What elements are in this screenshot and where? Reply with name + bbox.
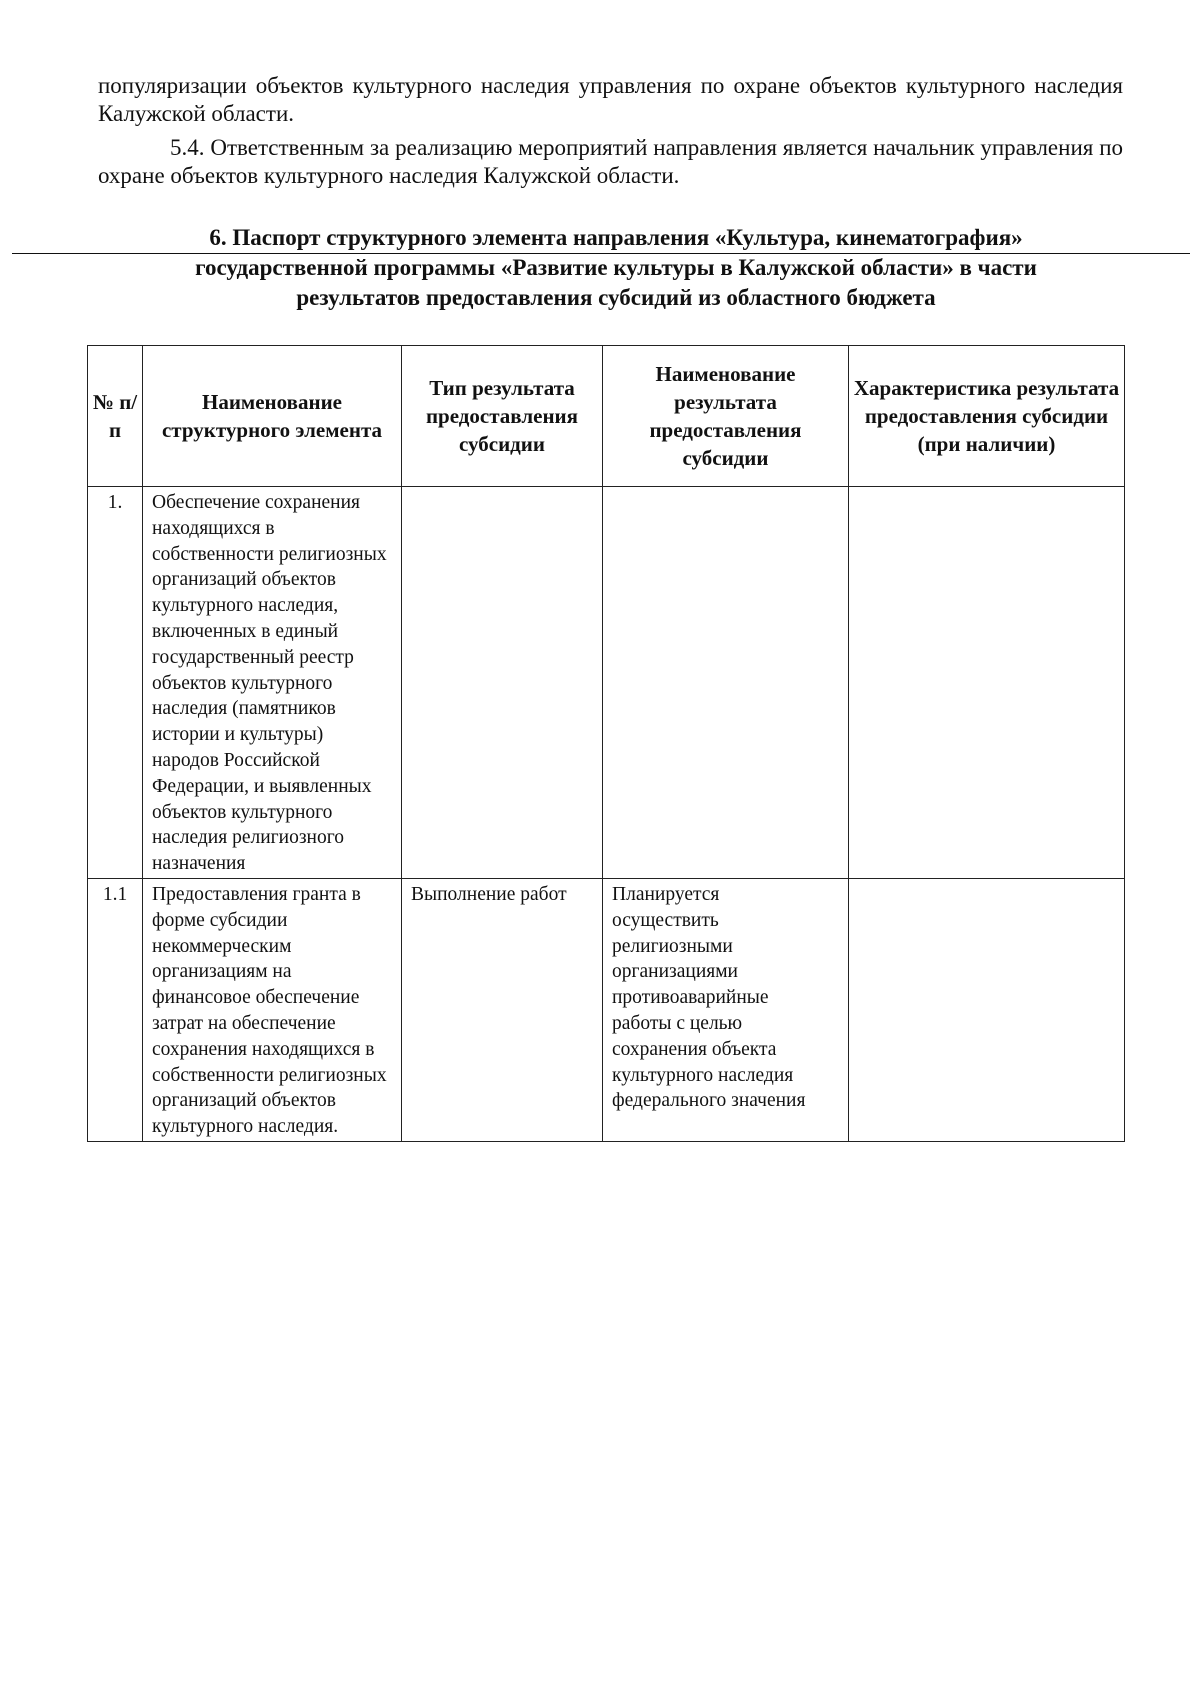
row-number: 1. <box>88 487 143 879</box>
header-result-name: Наименование результата предоставления субсидии <box>603 346 849 487</box>
section-title <box>86 223 1146 313</box>
row-element-name <box>143 487 402 879</box>
table-row <box>88 487 1125 879</box>
section-title-line-3: результатов предоставления субсидий из областного бюджета <box>296 285 936 310</box>
row-element-text: Обеспечение сохранения находящихся в собственности религиозных организаций объектов культурного наследия, включенных в единый государственный реестр объектов культурного наследия (памятников истории и культуры) народов Российской Федерации, и выявленных объектов культурного наследия религиозного назначения <box>152 492 387 875</box>
header-result-type: Тип результата предоставления субсидии <box>402 346 603 487</box>
row-result-type: Выполнение работ <box>402 878 603 1141</box>
paragraph-continuation: популяризации объектов культурного наследия управления по охране объектов культурного наследия Калужской области. <box>98 73 1123 126</box>
table-header-row <box>88 346 1125 487</box>
row-result-type <box>402 487 603 879</box>
row-result-text: Планируется осуществить религиозными организациями противоаварийные работы с целью сохранения объекта культурного наследия федерального значения <box>612 883 806 1112</box>
paragraph-responsible: 5.4. Ответственным за реализацию мероприятий направления является начальник управления по охране объектов культурного наследия Калужской области. <box>98 135 1123 188</box>
row-element-name <box>143 878 402 1141</box>
row-number: 1.1 <box>88 878 143 1141</box>
header-element-name: Наименование структурного элемента <box>143 346 402 487</box>
section-title-line-2: государственной программы «Развитие культуры в Калужской области» в части <box>195 255 1037 280</box>
section-title-line-1: 6. Паспорт структурного элемента направления «Культура, кинематография» <box>209 225 1023 250</box>
table-row <box>88 878 1125 1141</box>
row-result-name <box>603 487 849 879</box>
passport-table <box>87 345 1125 1142</box>
row-result-characteristic <box>849 487 1125 879</box>
row-element-text: Предоставления гранта в форме субсидии некоммерческим организациям на финансовое обеспечение затрат на обеспечение сохранения находящихся в собственности религиозных организаций объектов культурного наследия. <box>152 883 387 1138</box>
row-result-characteristic <box>849 878 1125 1141</box>
row-result-name <box>603 878 849 1141</box>
header-number: № п/п <box>88 346 143 487</box>
header-result-characteristic: Характеристика результата предоставления субсидии (при наличии) <box>849 346 1125 487</box>
